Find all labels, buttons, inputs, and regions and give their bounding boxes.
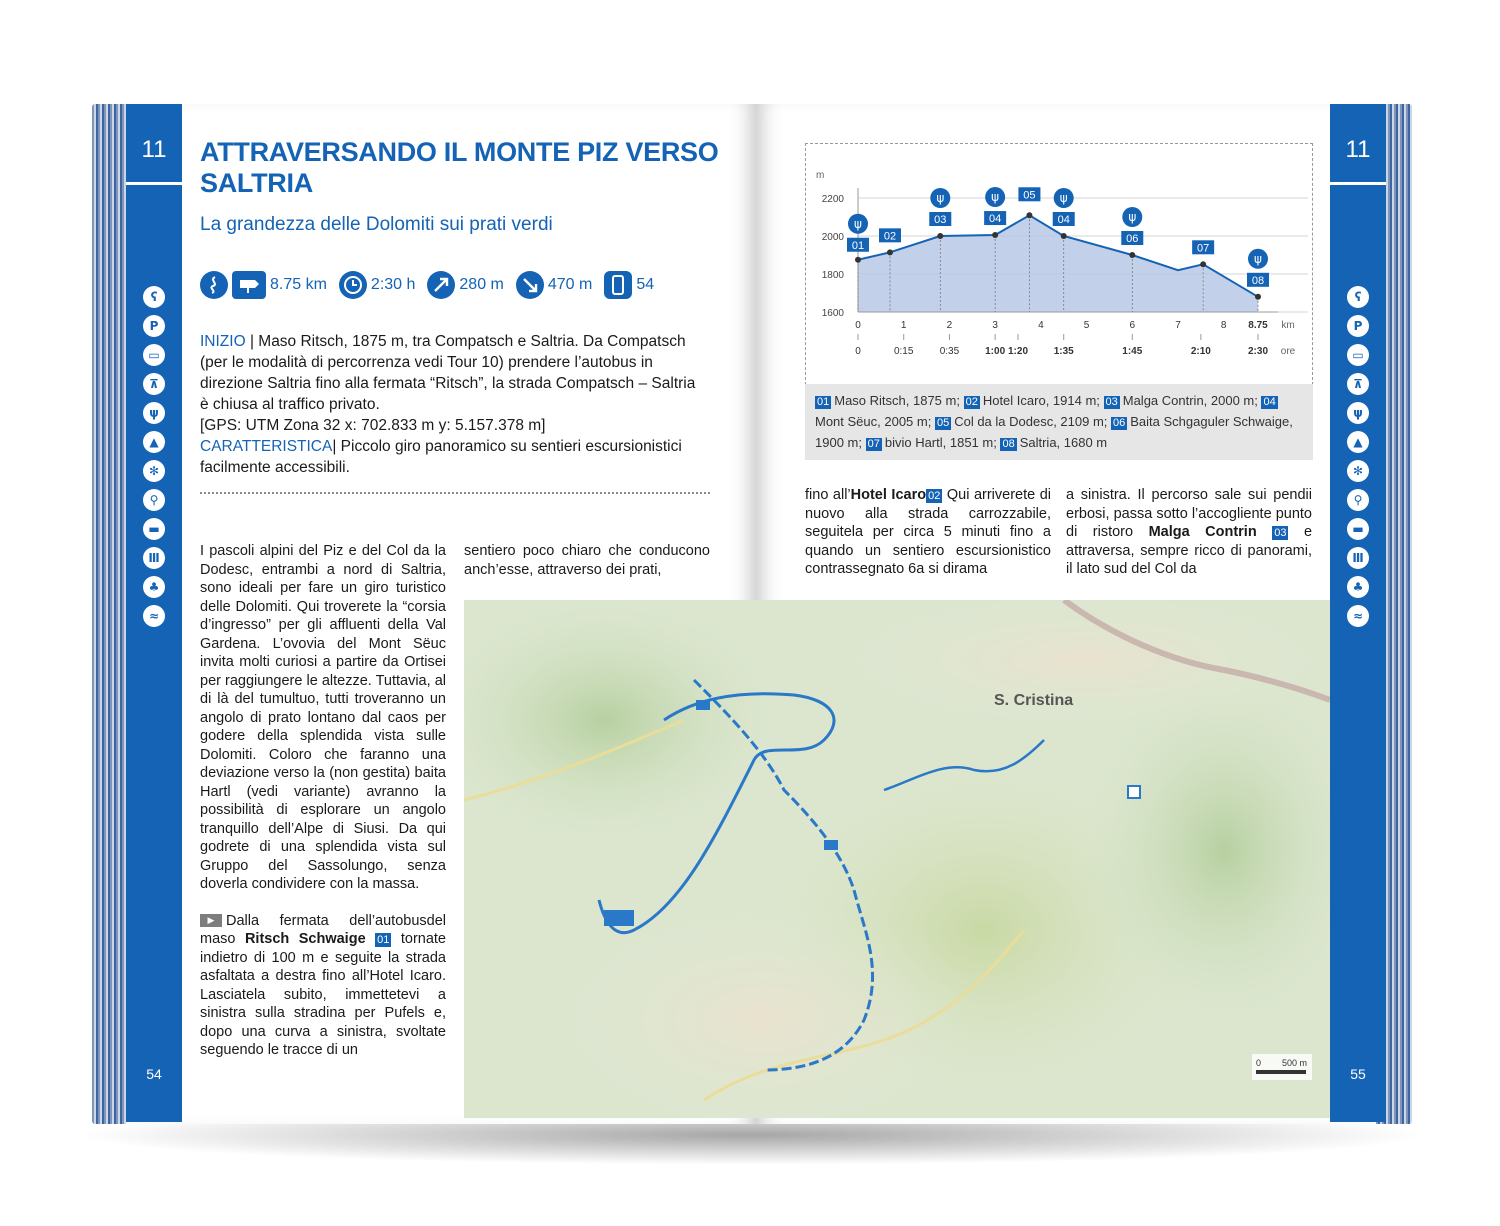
parking-icon: P <box>143 315 165 337</box>
right-column-2 <box>1066 486 1312 579</box>
waypoint-dot <box>992 232 998 238</box>
legend-label: Baita Schgaguler Schwaige, 1900 m; <box>815 414 1293 450</box>
strip-divider-left <box>126 182 182 185</box>
signpost-icon <box>232 271 266 299</box>
legend-number: 05 <box>936 417 950 429</box>
waypoint-label: 07 <box>1197 242 1210 255</box>
waypoint-label: 01 <box>851 239 865 252</box>
waypoint-label: 04 <box>989 213 1002 226</box>
y-axis-unit: m <box>816 170 825 181</box>
museum-icon: Ⅲ <box>1347 547 1369 569</box>
legend-label: Maso Ritsch, 1875 m; <box>834 393 964 408</box>
step-text-b: tornate indietro di 100 m e seguite la strada asfaltata a destra fino all’Hotel Icaro. Lasciatela subito, immettetevi a sinistra sulla stradina per Pufels e, dopo una curva a sinistra, svoltate seguendo le tracce di un <box>200 931 446 1058</box>
tour-title: ATTRAVERSANDO IL MONTE PIZ VERSO SALTRIA <box>200 137 719 198</box>
km-unit: km <box>1281 320 1295 331</box>
page-edges-left <box>92 104 128 1124</box>
time-value: 2:30 h <box>370 276 416 293</box>
left-side-strip <box>126 104 182 1122</box>
time-unit: ore <box>1280 346 1296 357</box>
legend-label: Saltria, 1680 m <box>1019 435 1108 450</box>
waypoint-label: 04 <box>1057 214 1070 226</box>
step-bold: Ritsch Schwaige <box>244 931 366 947</box>
r-col1-text-a: fino all’ <box>805 487 851 503</box>
waypoint-dot <box>1255 294 1261 300</box>
restaurant-icon: ψ <box>143 402 165 424</box>
right-column-1 <box>805 486 1051 579</box>
descent-icon <box>516 271 544 299</box>
museum-icon: Ⅲ <box>143 547 165 569</box>
phone-icon <box>604 271 632 299</box>
characteristic-text: | Piccolo giro panoramico su sentieri escursionistici facilmente accessibili. <box>200 438 682 476</box>
left-column-1 <box>200 542 446 1060</box>
legend-number: 02 <box>965 396 978 408</box>
distance-value: 8.75 km <box>270 276 327 293</box>
time-tick-label: 1:00 <box>985 346 1006 357</box>
km-tick-label: 5 <box>1083 320 1090 331</box>
mountain-icon: ▲ <box>143 431 165 453</box>
parking-icon: P <box>1347 315 1369 337</box>
right-side-strip <box>1330 104 1386 1122</box>
bed-icon: ▬ <box>1347 518 1369 540</box>
tour-number-left: 11 <box>141 136 167 163</box>
waypoint-dot <box>937 233 943 239</box>
legend-number: 07 <box>867 438 880 450</box>
waypoint-badge: 01 <box>377 934 390 946</box>
time-tick-label: 0:35 <box>939 346 960 357</box>
tour-number-right: 11 <box>1345 136 1371 163</box>
waypoint-badge: 03 <box>1274 527 1287 539</box>
time-tick-label: 1:45 <box>1122 346 1143 357</box>
tree-icon: ♣ <box>143 576 165 598</box>
map-graphic <box>464 600 1330 1118</box>
restaurant-icon-glyph: ψ <box>991 190 1000 205</box>
km-tick-label: 8.75 <box>1248 320 1268 331</box>
time-tick-label: 2:30 <box>1247 346 1269 357</box>
legend-number: 01 <box>817 396 830 408</box>
waypoint-legend <box>805 384 1313 460</box>
start-text: | Maso Ritsch, 1875 m, tra Compatsch e Saltria. Da Compatsch (per le modalità di percorrenza vedi Tour 10) prendere l’autobus in direzione Saltria fino alla fermata “Ritsch”, la strada Compatsch – Saltria è chiusa al traffico privato. <box>200 333 696 413</box>
map-place-name: S. Cristina <box>994 692 1074 709</box>
r-col2-text-b: e attraversa, sempre ricco di panorami, il lato sud del Col da <box>1066 524 1313 577</box>
waypoint-badge: 02 <box>928 490 941 502</box>
y-tick-label: 2200 <box>821 194 844 205</box>
legend-item <box>964 393 1104 408</box>
elevation-chart <box>806 144 1312 384</box>
bus-icon: ▭ <box>143 344 165 366</box>
legend-label: Mont Sëuc, 2005 m; <box>815 414 935 429</box>
km-tick-label: 1 <box>900 320 907 331</box>
route-icon <box>200 271 228 299</box>
km-tick-label: 2 <box>946 320 953 331</box>
bear-icon: ʕ <box>143 286 165 308</box>
legend-label: Col da la Dodesc, 2109 m; <box>954 414 1112 429</box>
legend-item <box>1104 393 1262 408</box>
y-tick-label: 2000 <box>821 232 844 243</box>
snow-icon: ✻ <box>1347 460 1369 482</box>
ascent-icon <box>427 271 455 299</box>
scale-label: 500 m <box>1282 1058 1308 1068</box>
legend-number: 04 <box>1263 396 1276 408</box>
legend-item <box>1000 435 1107 450</box>
swim-icon: ≈ <box>143 605 165 627</box>
legend-number: 08 <box>1002 438 1015 450</box>
km-tick-label: 4 <box>1038 320 1044 331</box>
tree-icon: ♣ <box>1347 576 1369 598</box>
legend-item <box>935 414 1111 429</box>
legend-label: Hotel Icaro, 1914 m; <box>982 393 1104 408</box>
y-tick-label: 1800 <box>821 270 844 281</box>
waypoint-label: 05 <box>1023 189 1036 202</box>
legend-number: 06 <box>1113 417 1126 429</box>
restaurant-icon-glyph: ψ <box>1254 251 1262 266</box>
waypoint-label: 08 <box>1251 274 1265 287</box>
time-tick-label: 2:10 <box>1190 346 1211 357</box>
step-text-a: Dalla fermata dell’autobusdel maso <box>200 912 446 947</box>
clock-icon <box>339 271 367 299</box>
time-tick-label: 0:15 <box>893 346 914 357</box>
bear-icon: ʕ <box>1347 286 1369 308</box>
waypoint-dot <box>1026 212 1032 218</box>
legend-item <box>815 393 964 408</box>
bike-icon: ⚲ <box>143 489 165 511</box>
legend-number: 03 <box>1105 396 1118 408</box>
km-tick-label: 0 <box>855 320 861 331</box>
waypoint-label: 02 <box>883 230 897 243</box>
scale-bar <box>1256 1070 1306 1074</box>
route-map[interactable] <box>464 600 1330 1118</box>
page-number-left: 54 <box>146 1066 162 1082</box>
km-tick-label: 6 <box>1129 320 1136 331</box>
restaurant-icon-glyph: ψ <box>936 191 945 205</box>
km-tick-label: 3 <box>992 320 998 331</box>
cable-car-icon: ⊼ <box>143 373 165 395</box>
descent-value: 470 m <box>547 276 593 293</box>
r-col1-bold: Hotel Icaro <box>850 487 927 503</box>
gps-text: [GPS: UTM Zona 32 x: 702.833 m y: 5.157.378 m] <box>200 417 546 434</box>
legend-item <box>866 435 1001 450</box>
bus-icon: ▭ <box>1347 344 1369 366</box>
scale-zero: 0 <box>1256 1058 1262 1068</box>
time-tick-label: 0 <box>855 346 861 357</box>
km-tick-label: 7 <box>1175 320 1181 331</box>
ascent-value: 280 m <box>459 276 504 293</box>
start-label: INIZIO <box>200 333 246 350</box>
legend-label: Malga Contrin, 2000 m; <box>1122 393 1262 408</box>
r-col2-bold: Malga Contrin <box>1148 524 1257 540</box>
restaurant-icon-glyph: ψ <box>1059 191 1068 205</box>
restaurant-icon-glyph: ψ <box>854 216 862 231</box>
play-icon: ▶ <box>200 914 222 927</box>
intro-paragraph: I pascoli alpini del Piz e del Col da la Dodesc, entrambi a nord di Saltria, sono ideali per fare un giro turistico delle Dolomiti. Qui troverete la “corsia d’ingresso” per gli affluenti della Val Gardena. L’ovovia del Mont Sëuc invita molti curiosi a partire da Ortisei per raggiungere le altezze. Tuttavia, al di là del tumultuo, tutti troveranno un angolo di prato lontano dal caos per godere della splendida vista sulle Dolomiti. Coloro che faranno una deviazione verso la (non gestita) baita Hartl (vedi variante) avranno la possibilità di esplorare un angolo tranquillo dell’Alpe di Siusi. Da qui godrete di una splendida vista sul Gruppo del Sassolungo, senza doverla condividere con la massa. <box>200 543 446 892</box>
waypoint-dot <box>1200 261 1206 267</box>
tour-subtitle: La grandezza delle Dolomiti sui prati verdi <box>200 214 553 235</box>
legend-label: bivio Hartl, 1851 m; <box>884 435 1001 450</box>
bed-icon: ▬ <box>143 518 165 540</box>
r-col1-text-b: Qui arriverete di nuovo alla strada carrozzabile, seguitela per circa 5 minuti fino a quando un sentiero escursionistico contrassegnato 6a si dirama <box>805 487 1051 577</box>
col2-text: sentiero poco chiaro che conducono anch’esse, attraverso dei prati, <box>464 543 710 578</box>
strip-divider-right <box>1330 182 1386 185</box>
time-tick-label: 1:20 <box>1007 346 1029 357</box>
dotted-divider <box>200 492 710 494</box>
page-ref-value: 54 <box>636 276 655 293</box>
waypoint-dot <box>1061 233 1067 239</box>
waypoint-label: 03 <box>934 214 947 226</box>
waypoint-dot <box>887 249 893 255</box>
restaurant-icon-glyph: ψ <box>1128 210 1137 224</box>
waypoint-label: 06 <box>1126 233 1139 245</box>
restaurant-icon: ψ <box>1347 402 1369 424</box>
r-col2-text-a: a sinistra. Il percorso sale sui pendii erbosi, passa sotto l’accogliente punto di ristoro <box>1066 487 1312 540</box>
cable-car-icon: ⊼ <box>1347 373 1369 395</box>
bike-icon: ⚲ <box>1347 489 1369 511</box>
elevation-profile <box>805 143 1313 385</box>
time-tick-label: 1:35 <box>1053 346 1074 357</box>
profile-area <box>858 215 1258 312</box>
left-column-2 <box>464 542 710 579</box>
km-tick-label: 8 <box>1220 320 1227 331</box>
waypoint-dot <box>855 257 861 263</box>
characteristic-label: CARATTERISTICA <box>200 438 333 455</box>
snow-icon: ✻ <box>143 460 165 482</box>
waypoint-dot <box>1129 252 1135 258</box>
page-number-right: 55 <box>1350 1066 1366 1082</box>
tour-stats <box>200 269 666 301</box>
swim-icon: ≈ <box>1347 605 1369 627</box>
mountain-icon: ▲ <box>1347 431 1369 453</box>
tour-info <box>200 331 708 478</box>
y-tick-label: 1600 <box>821 308 844 319</box>
